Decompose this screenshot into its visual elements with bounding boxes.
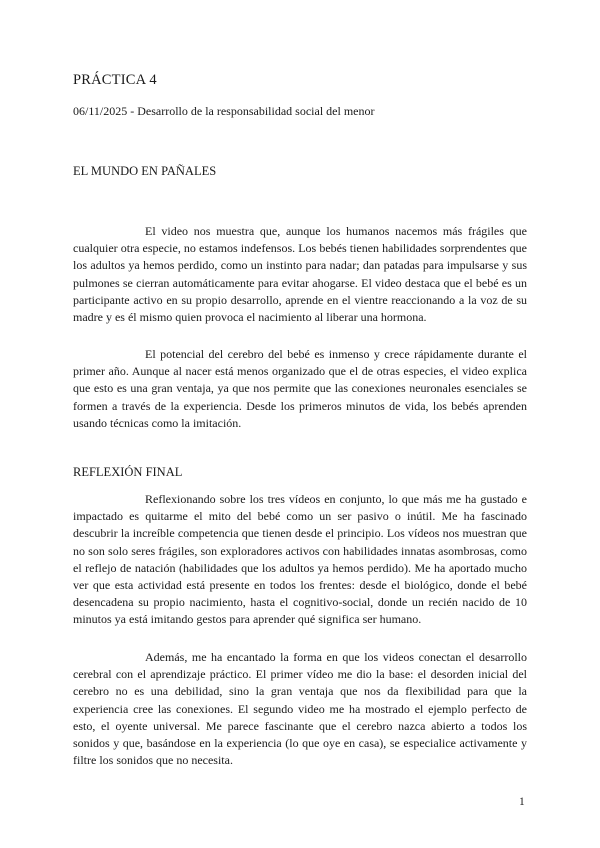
page-number: 1: [519, 796, 525, 808]
paragraph: El potencial del cerebro del bebé es inmenso y crece rápidamente durante el primer año. Aunque al nacer está menos organizado que el de otras especies, el video explica que esto es una gran ventaja, ya que nos permite que las conexiones neuronales esenciales se formen a través de la experiencia. Desde los primeros minutos de vida, los bebés aprenden usando técnicas como la imitación.: [73, 347, 527, 430]
paragraph: Además, me ha encantado la forma en que los videos conectan el desarrollo cerebral con el aprendizaje práctico. El primer vídeo me dio la base: el desorden inicial del cerebro no es una debilidad, sino la gran ventaja que nos da flexibilidad para que la experiencia cree las conexiones. El segundo video me ha mostrado el ejemplo perfecto de esto, el oyente universal. Me parece fascinante que el cerebro nazca abierto a todos los sonidos y que, basándose en la experiencia (lo que oye en casa), se especialice activamente y filtre los sonidos que no necesita.: [73, 650, 527, 768]
paragraph: El video nos muestra que, aunque los humanos nacemos más frágiles que cualquier otra especie, no estamos indefensos. Los bebés tienen habilidades sorprendentes que los adultos ya hemos perdido, como un instinto para nadar; dan patadas para impulsarse y sus pulmones se cierran automáticamente para evitar ahogarse. El video destaca que el bebé es un participante activo en su propio desarrollo, aprende en el vientre reaccionando a la voz de su madre y es él mismo quien provoca el nacimiento al liberar una hormona.: [73, 224, 527, 325]
section-heading-mundo-en-panales: EL MUNDO EN PAÑALES: [73, 164, 217, 178]
page-subtitle: 06/11/2025 - Desarrollo de la responsabilidad social del menor: [73, 104, 375, 118]
section-heading-reflexion-final: REFLEXIÓN FINAL: [73, 465, 183, 479]
paragraph: Reflexionando sobre los tres vídeos en conjunto, lo que más me ha gustado e impactado es quitarme el mito del bebé como un ser pasivo o inútil. Me ha fascinado descubrir la increíble competencia que tienen desde el principio. Los vídeos nos muestran que no son solo seres frágiles, son exploradores activos con habilidades innatas asombrosas, como el reflejo de natación (habilidades que los adultos ya hemos perdido). Me ha aportado mucho ver que esta actividad está presente en todos los frentes: desde el biológico, donde el bebé desencadena su propio nacimiento, hasta el cognitivo-social, donde un recién nacido de 10 minutos ya está imitando gestos para aprender qué significa ser humano.: [73, 492, 527, 627]
page-title: PRÁCTICA 4: [73, 72, 157, 88]
